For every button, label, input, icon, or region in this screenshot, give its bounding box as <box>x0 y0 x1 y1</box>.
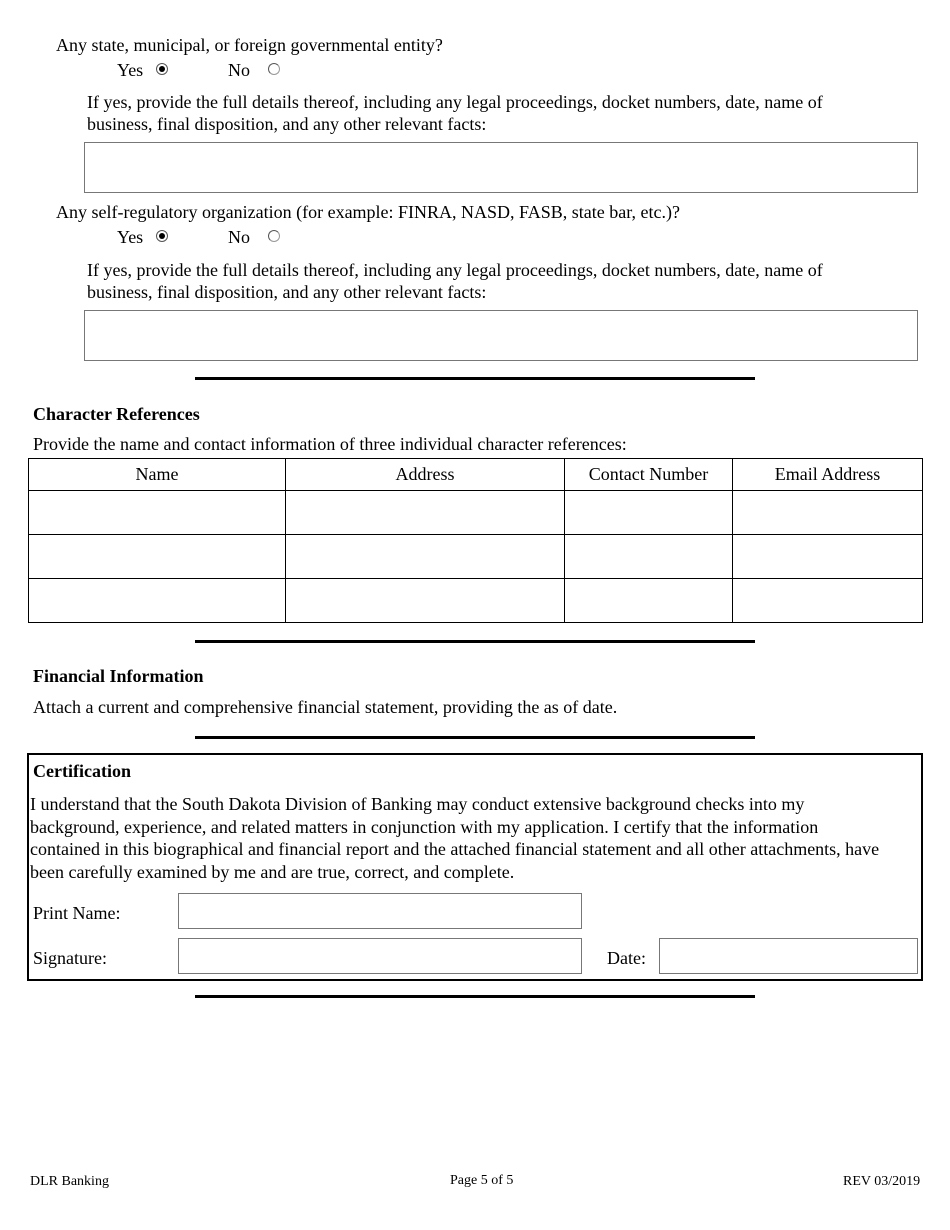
sro-question: Any self-regulatory organization (for example: FINRA, NASD, FASB, state bar, etc.)? <box>56 202 680 222</box>
reference-email-cell[interactable] <box>733 491 923 535</box>
signature-field[interactable] <box>178 938 582 974</box>
references-table <box>28 458 923 623</box>
print-name-field[interactable] <box>178 893 582 929</box>
certification-heading: Certification <box>33 761 131 781</box>
column-header-contact-number: Contact Number <box>565 459 733 491</box>
sro-details-field[interactable] <box>84 310 918 361</box>
table-row <box>29 491 923 535</box>
reference-address-cell[interactable] <box>286 491 565 535</box>
page-number: Page 5 of 5 <box>450 1173 514 1188</box>
references-instruction: Provide the name and contact information of three individual character references: <box>33 434 627 454</box>
section-divider <box>195 995 755 998</box>
table-row <box>29 579 923 623</box>
sro-yes-radio[interactable] <box>156 230 168 242</box>
date-field[interactable] <box>659 938 918 974</box>
reference-contact-cell[interactable] <box>565 491 733 535</box>
references-header-row <box>29 459 923 491</box>
certification-text-line2: background, experience, and related matters in conjunction with my application. I certify that the information <box>30 817 819 837</box>
reference-contact-cell[interactable] <box>565 535 733 579</box>
footer-revision: REV 03/2019 <box>843 1174 921 1189</box>
section-divider <box>195 736 755 739</box>
sro-yes-label: Yes <box>117 227 144 247</box>
certification-text-line1: I understand that the South Dakota Division of Banking may conduct extensive background checks into my <box>30 794 805 814</box>
certification-text-line3: contained in this biographical and financial report and the attached financial statement and all other attachments, have <box>30 839 880 859</box>
table-row <box>29 535 923 579</box>
reference-email-cell[interactable] <box>733 579 923 623</box>
sro-no-label: No <box>228 227 250 247</box>
column-header-email-address: Email Address <box>733 459 923 491</box>
gov-no-radio[interactable] <box>268 63 280 75</box>
footer-left: DLR Banking <box>30 1174 109 1189</box>
sro-details-prompt-line2: business, final disposition, and any other relevant facts: <box>87 282 487 302</box>
section-divider <box>195 377 755 380</box>
signature-label: Signature: <box>33 948 107 968</box>
print-name-label: Print Name: <box>33 903 121 923</box>
reference-name-cell[interactable] <box>29 579 286 623</box>
gov-no-label: No <box>228 60 250 80</box>
gov-details-prompt-line2: business, final disposition, and any other relevant facts: <box>87 114 487 134</box>
certification-text-line4: been carefully examined by me and are true, correct, and complete. <box>30 862 515 882</box>
reference-name-cell[interactable] <box>29 491 286 535</box>
reference-name-cell[interactable] <box>29 535 286 579</box>
column-header-name: Name <box>29 459 286 491</box>
financial-text: Attach a current and comprehensive financial statement, providing the as of date. <box>33 697 618 717</box>
sro-details-prompt-line1: If yes, provide the full details thereof, including any legal proceedings, docket numbers, date, name of <box>87 260 823 280</box>
section-divider <box>195 640 755 643</box>
column-header-address: Address <box>286 459 565 491</box>
gov-details-field[interactable] <box>84 142 918 193</box>
financial-heading: Financial Information <box>33 666 204 686</box>
reference-address-cell[interactable] <box>286 579 565 623</box>
gov-question: Any state, municipal, or foreign governmental entity? <box>56 35 443 55</box>
reference-address-cell[interactable] <box>286 535 565 579</box>
reference-contact-cell[interactable] <box>565 579 733 623</box>
gov-yes-radio[interactable] <box>156 63 168 75</box>
gov-yes-label: Yes <box>117 60 144 80</box>
gov-details-prompt-line1: If yes, provide the full details thereof, including any legal proceedings, docket numbers, date, name of <box>87 92 823 112</box>
references-heading: Character References <box>33 404 200 424</box>
reference-email-cell[interactable] <box>733 535 923 579</box>
date-label: Date: <box>607 948 646 968</box>
sro-no-radio[interactable] <box>268 230 280 242</box>
